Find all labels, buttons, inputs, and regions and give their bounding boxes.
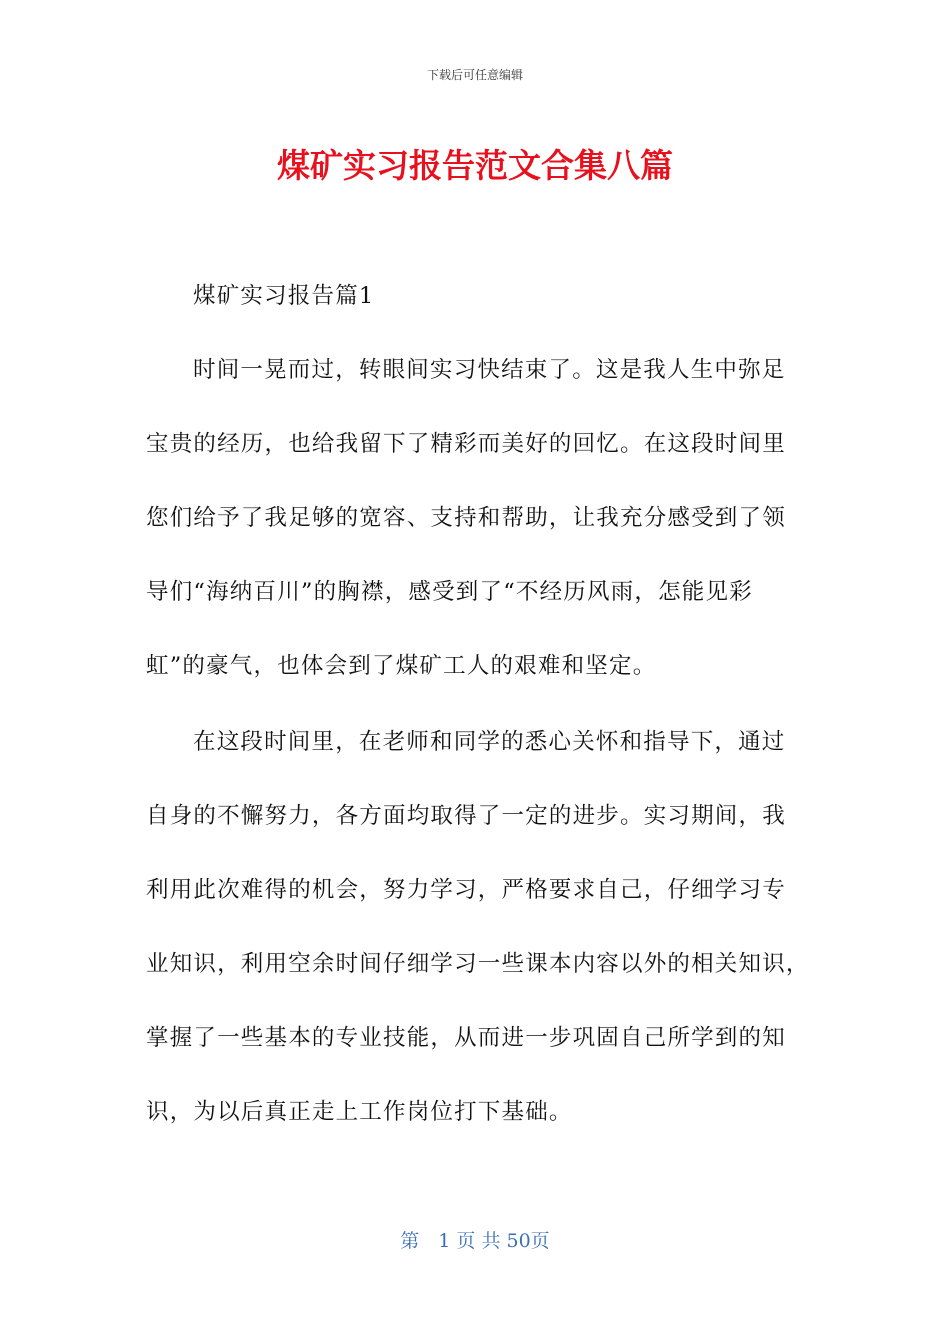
paragraph-line: 识，为以后真正走上工作岗位打下基础。 <box>146 1099 573 1125</box>
paragraph-line: 时间一晃而过，转眼间实习快结束了。这是我人生中弥足 <box>193 357 786 383</box>
paragraph-line: 自身的不懈努力，各方面均取得了一定的进步。实习期间，我 <box>146 803 786 829</box>
paragraph-line: 导们“海纳百川”的胸襟，感受到了“不经历风雨，怎能见彩 <box>146 579 753 605</box>
paragraph-line: 业知识，利用空余时间仔细学习一些课本内容以外的相关知识， <box>146 951 810 977</box>
paragraph-line: 您们给予了我足够的宽容、支持和帮助，让我充分感受到了领 <box>146 505 786 531</box>
paragraph-2 <box>146 705 810 1149</box>
paragraph-line: 利用此次难得的机会，努力学习，严格要求自己，仔细学习专 <box>146 877 786 903</box>
paragraph-line: 在这段时间里，在老师和同学的悉心关怀和指导下，通过 <box>193 729 786 755</box>
section-heading: 煤矿实习报告篇1 <box>193 283 375 309</box>
paragraph-1 <box>146 333 794 703</box>
page-number-footer: 第 1 页 共 50页 <box>400 1230 550 1252</box>
paragraph-line: 虹”的豪气，也体会到了煤矿工人的艰难和坚定。 <box>146 653 657 679</box>
paragraph-line: 掌握了一些基本的专业技能，从而进一步巩固自己所学到的知 <box>146 1025 786 1051</box>
header-note: 下载后可任意编辑 <box>426 68 523 82</box>
document-title: 煤矿实习报告范文合集八篇 <box>277 146 673 185</box>
paragraph-line: 宝贵的经历，也给我留下了精彩而美好的回忆。在这段时间里 <box>146 431 786 457</box>
